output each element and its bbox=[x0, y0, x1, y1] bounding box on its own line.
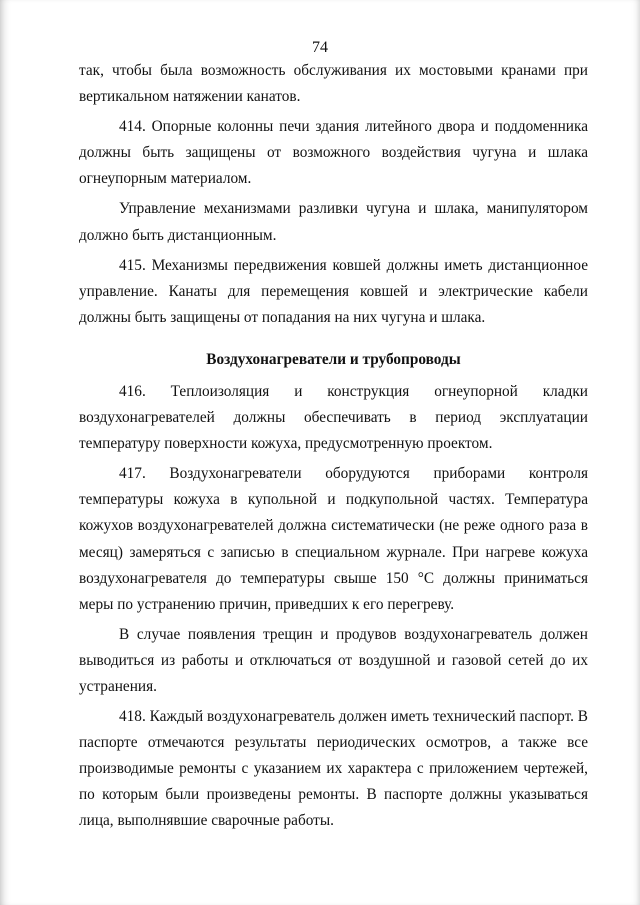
paragraph-417: 417. Воздухонагреватели оборудуются приборами контроля температуры кожуха в купольной и подкупольной частях. Температура кожухов воздухонагревателей должна систематически (не реже одного раза в месяц) замеряться с записью в специальном журнале. При нагреве кожуха воздухонагревателя до температуры свыше 150 °С должны приниматься меры по устранению причин, приведших к его перегреву. bbox=[79, 465, 588, 613]
paragraph-control: Управление механизмами разливки чугуна и шлака, манипулятором должно быть дистанционным. bbox=[79, 200, 588, 244]
paragraph-418: 418. Каждый воздухонагреватель должен иметь технический паспорт. В паспорте отмечаются результаты периодических осмотров, а также все производимые ремонты с указанием их характера с приложением чертежей, по которым были произведены ремонты. В паспорте должны указываться лица, выполнявшие сварочные работы. bbox=[79, 708, 588, 830]
paragraph-continuation: так, чтобы была возможность обслуживания их мостовыми кранами при вертикальном натяжении канатов. bbox=[79, 62, 588, 106]
page-number: 74 bbox=[312, 39, 328, 56]
section-heading: Воздухонагреватели и трубопроводы bbox=[206, 350, 461, 368]
paragraph-415: 415. Механизмы передвижения ковшей должны иметь дистанционное управление. Канаты для перемещения ковшей и электрические кабели должны быть защищены от попадания на них чугуна и шлака. bbox=[79, 256, 588, 326]
paragraph-414: 414. Опорные колонны печи здания литейного двора и поддоменника должны быть защищены от возможного воздействия чугуна и шлака огнеупорным материалом. bbox=[79, 118, 588, 188]
document-body bbox=[79, 58, 588, 835]
paragraph-cracks: В случае появления трещин и продувов воздухонагреватель должен выводиться из работы и отключаться от воздушной и газовой сетей до их устранения. bbox=[79, 625, 588, 695]
paragraph-416: 416. Теплоизоляция и конструкция огнеупорной кладки воздухонагревателей должны обеспечивать в период эксплуатации температуру поверхности кожуха, предусмотренную проектом. bbox=[79, 382, 588, 453]
